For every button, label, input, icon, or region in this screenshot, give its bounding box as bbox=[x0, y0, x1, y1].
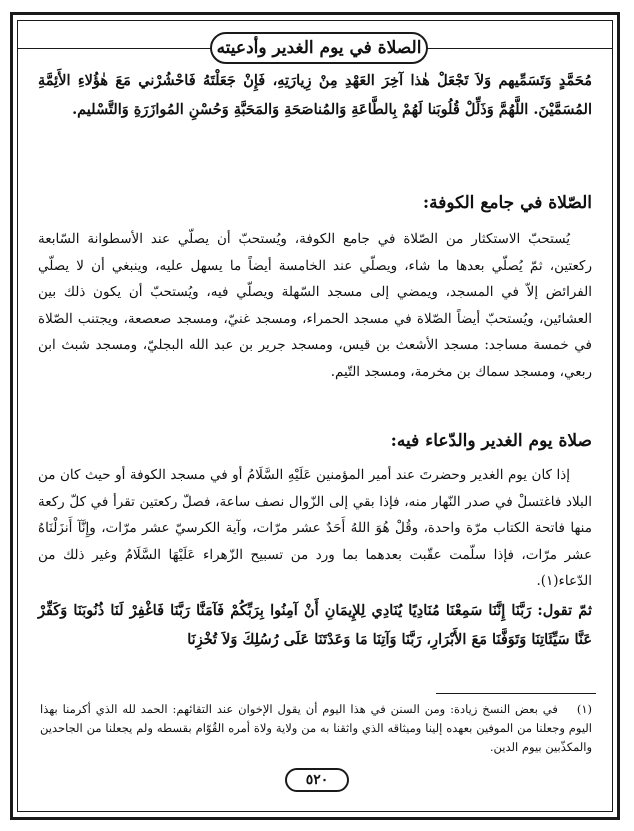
section-ghadir-prayer-body bbox=[38, 462, 592, 595]
intro-quran-text: مُحَمَّدٍ وَتَسَمِّيهم وَلاَ تَجْعَلْ هٰذا آخِرَ العَهْدِ مِنْ زِيارَتِهِ، فَإِنْ جَعَلْتَهُ فَاحْشُرْني مَعَ هٰؤُلاءِ الأَئِمَّةِ المُسَمَّيْنَ. اللَّهُمَّ وَذَلِّلْ قُلُوبَنا لَهُمْ بِالطَّاعَةِ وَالمُناصَحَةِ وَالمَحَبَّةِ وَحُسْنِ المُوازَرَةِ وَالتَّسْليم. bbox=[38, 72, 592, 118]
section-heading-ghadir-prayer: صلاة يوم الغدير والدّعاء فيه: bbox=[390, 431, 592, 451]
page-number bbox=[285, 768, 349, 792]
paragraph: إذا كان يوم الغدير وحضرتَ عند أمير المؤمنين عَلَيْهِ السَّلَامُ أو في مسجد الكوفة أو حيث كان من البلاد فاغتسلْ في صدر النّهار منه، فإذا بقي إلى الزّوال نصف ساعة، فصلّ ركعتين تقرأ في كلّ ركعة منها فاتحة الكتاب مرّة واحدة، وقُلْ هُوَ اللهُ أَحَدٌ عشر مرّات، وآية الكرسيّ عشر مرّات، وإِنَّآ أَنزَلْنَاهُ عشر مرّات، فإذا سلّمت عقّبت بعدهما بما ورد من تسبيح الزّهراء عَلَيْهَا السَّلَامُ وغير ذلك من الدّعاء(١). bbox=[38, 467, 592, 590]
running-header bbox=[210, 32, 428, 64]
section-kufa-mosque-body bbox=[38, 226, 592, 386]
paragraph: يُستحبّ الاستكثار من الصّلاة في جامع الكوفة، ويُستحبّ أن يصلّي عند الأسطوانة السّابعة ركعتين، ثمّ يُصلّي بعدها ما شاء، ويصلّي عند الخامسة أيضاً ما يسهل عليه، وينبغي أن لا يصلّي الفرائض إلاّ في المسجد، ويمضي إلى مسجد السّهلة ويصلّي فيه، ويُستحبّ أن يكون ذلك بين العشائين، ويُستحبّ أيضاً الصّلاة في مسجد الحمراء، ومسجد غنيّ، ومسجد صعصعة، ويجتنب الصّلاة في خمسة مساجد: مسجد الأشعث بن قيس، ومسجد جرير بن عبد الله البجليّ، ومسجد شبث ابن ربعي، ومسجد سماك بن مخرمة، ومسجد التّيم. bbox=[38, 231, 592, 380]
running-header-title: الصلاة في يوم الغدير وأدعيته bbox=[216, 38, 422, 58]
page-number-label: ٥٢٠ bbox=[305, 772, 329, 788]
footnote bbox=[40, 700, 592, 757]
footnote-number: (١) bbox=[576, 702, 592, 716]
section-heading-kufa-mosque: الصّلاة في جامع الكوفة: bbox=[422, 193, 592, 213]
footnote-separator bbox=[436, 693, 596, 694]
page-body bbox=[38, 66, 592, 648]
footnote-text: في بعض النسخ زيادة: ومن السنن في هذا اليوم أن يقول الإخوان عند التقائهم: الحمد لله الذي أكرمنا بهذا اليوم وجعلنا من الموفين بعهده إلينا وميثاقه الذي واثقنا به من ولاية ولاة أمره القُوّام بقسطه ولم يجعلنا من الجاحدين والمكذّبين بيوم الدين. bbox=[40, 702, 592, 754]
ghadir-supplication-text: ثمّ تقول: رَبَّنَا إِنَّنَا سَمِعْنَا مُنَادِيًا يُنَادِي لِلإِيمَانِ أَنْ آمِنُوا بِرَبِّكُمْ فَآمَنَّا رَبَّنَا فَاغْفِرْ لَنَا ذُنُوبَنَا وَكَفِّرْ عَنَّا سَيِّئَاتِنَا وَتَوَفَّنَا مَعَ الأَبْرَارِ، رَبَّنَا وَآتِنَا مَا وَعَدْتَنَا عَلَى رُسُلِكَ وَلاَ تُخْزِنَا bbox=[38, 602, 592, 648]
